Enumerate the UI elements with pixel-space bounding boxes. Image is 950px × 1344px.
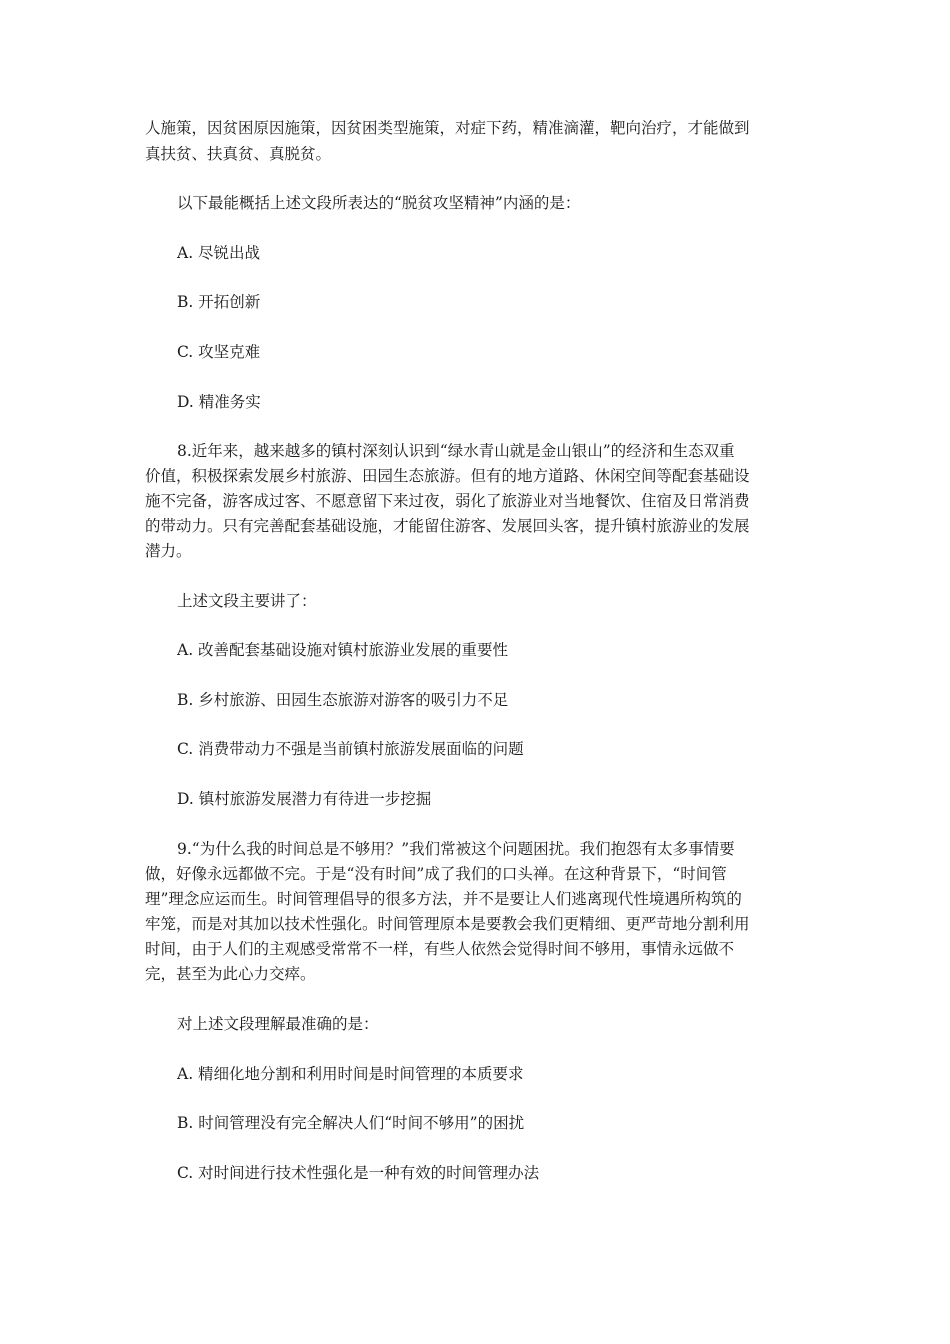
q7-option-b: B. 开拓创新 [177,293,261,311]
q8-passage-line-2: 价值，积极探索发展乡村旅游、田园生态旅游。但有的地方道路、休闲空间等配套基础设 [145,467,750,485]
q9-passage-line-3: 理”理念应运而生。时间管理倡导的很多方法，并不是要让人们逃离现代性境遇所构筑的 [145,890,742,908]
q8-option-c: C. 消费带动力不强是当前镇村旅游发展面临的问题 [177,740,524,758]
q9-option-c: C. 对时间进行技术性强化是一种有效的时间管理办法 [177,1164,540,1182]
q8-passage-line-3: 施不完备，游客成过客、不愿意留下来过夜，弱化了旅游业对当地餐饮、住宿及日常消费 [145,492,750,510]
q9-option-a: A. 精细化地分割和利用时间是时间管理的本质要求 [177,1065,524,1083]
q9-prompt: 对上述文段理解最准确的是： [177,1015,379,1033]
q8-option-d: D. 镇村旅游发展潜力有待进一步挖掘 [177,790,432,808]
q9-passage-line-1: 9.“为什么我的时间总是不够用？”我们常被这个问题困扰。我们抱怨有太多事情要 [177,840,735,858]
q7-option-a: A. 尽锐出战 [177,244,261,262]
q8-option-a: A. 改善配套基础设施对镇村旅游业发展的重要性 [177,641,509,659]
q9-passage-line-5: 时间，由于人们的主观感受常常不一样，有些人依然会觉得时间不够用，事情永远做不 [145,940,735,958]
q7-passage-line-1: 人施策，因贫困原因施策，因贫困类型施策，对症下药，精准滴灌，靶向治疗，才能做到 [145,119,750,137]
q7-option-c: C. 攻坚克难 [177,343,261,361]
q7-passage-line-2: 真扶贫、扶真贫、真脱贫。 [145,145,332,163]
q8-passage-line-4: 的带动力。只有完善配套基础设施，才能留住游客、发展回头客，提升镇村旅游业的发展 [145,517,750,535]
q9-passage-line-6: 完，甚至为此心力交瘁。 [145,965,316,983]
q9-passage-line-2: 做，好像永远都做不完。于是“没有时间”成了我们的口头禅。在这种背景下，“时间管 [145,865,727,883]
q7-option-d: D. 精准务实 [177,393,261,411]
q7-prompt: 以下最能概括上述文段所表达的“脱贫攻坚精神”内涵的是： [177,194,581,212]
q8-option-b: B. 乡村旅游、田园生态旅游对游客的吸引力不足 [177,691,509,709]
q9-option-b: B. 时间管理没有完全解决人们“时间不够用”的困扰 [177,1114,525,1132]
q8-passage-line-5: 潜力。 [145,542,192,560]
q8-passage-line-1: 8.近年来，越来越多的镇村深刻认识到“绿水青山就是金山银山”的经济和生态双重 [177,442,735,460]
q9-passage-line-4: 牢笼，而是对其加以技术性强化。时间管理原本是要教会我们更精细、更严苛地分割利用 [145,915,750,933]
q8-prompt: 上述文段主要讲了： [177,592,317,610]
